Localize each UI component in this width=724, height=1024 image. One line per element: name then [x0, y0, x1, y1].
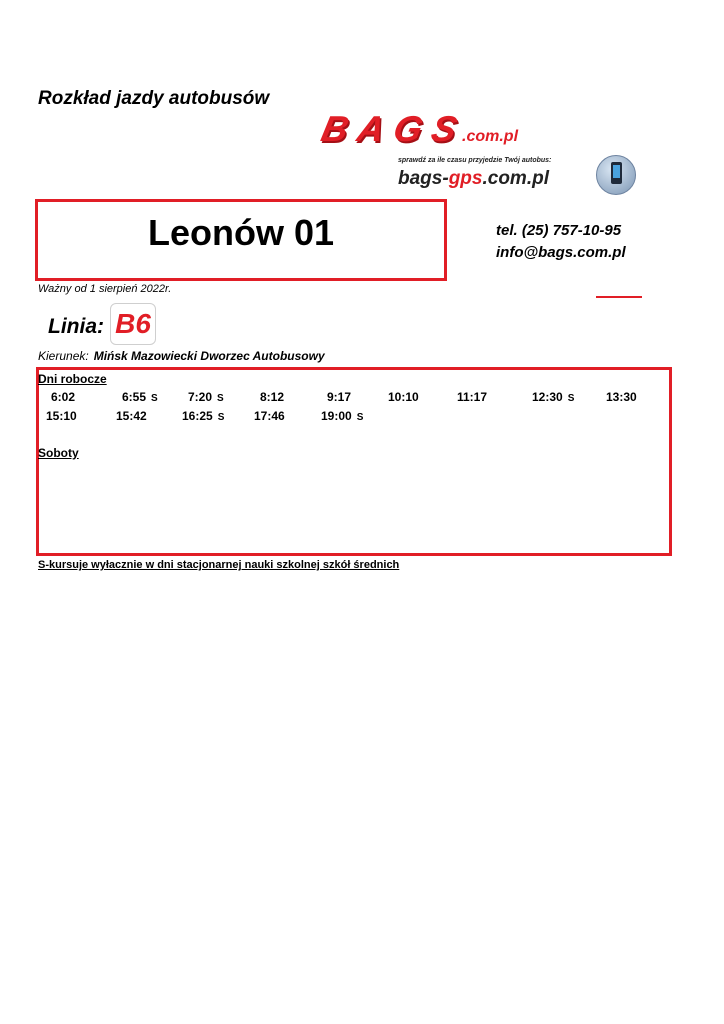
departure: 19:00 S — [321, 409, 364, 423]
contact-phone[interactable]: tel. (25) 757-10-95 — [496, 222, 622, 239]
line-label: Linia: — [48, 315, 104, 338]
divider — [596, 296, 642, 298]
gps-url-part3: .com.pl — [482, 168, 549, 189]
departure: 6:55 S — [122, 390, 158, 404]
departure: 11:17 — [457, 390, 488, 404]
departure: 9:17 — [327, 390, 352, 404]
gps-link[interactable] — [398, 168, 549, 190]
brand-name: BAGS — [317, 108, 471, 149]
gps-url-part1: bags- — [398, 168, 449, 189]
saturdays-title: Soboty — [38, 446, 79, 460]
direction-value: Mińsk Mazowiecki Dworzec Autobusowy — [93, 349, 325, 363]
page-title: Rozkład jazdy autobusów — [38, 88, 270, 109]
direction-label: Kierunek: — [38, 349, 89, 363]
line-number-badge: B6 — [110, 303, 156, 345]
departure: 17:46 — [254, 409, 285, 423]
brand-suffix: .com.pl — [462, 128, 519, 145]
stop-name: Leonów 01 — [147, 212, 335, 253]
gps-note: sprawdź za ile czasu przyjedzie Twój autobus: — [398, 157, 552, 164]
contact-info — [496, 220, 626, 264]
departure: 6:02 — [51, 390, 76, 404]
departure: 13:30 — [606, 390, 637, 404]
contact-email[interactable]: info@bags.com.pl — [496, 244, 626, 261]
direction — [38, 349, 325, 363]
gps-url-part2: gps — [448, 168, 483, 189]
departure: 12:30 S — [532, 390, 575, 404]
departure: 15:42 — [116, 409, 147, 423]
bags-logo — [317, 108, 519, 150]
departure: 7:20 S — [188, 390, 224, 404]
valid-from: Ważny od 1 sierpień 2022r. — [38, 283, 172, 295]
footnote: S-kursuje wyłacznie w dni stacjonarnej nauki szkolnej szkół średnich — [38, 559, 400, 571]
smartphone-icon — [596, 155, 636, 195]
departure: 10:10 — [388, 390, 419, 404]
departure: 8:12 — [260, 390, 285, 404]
weekdays-title: Dni robocze — [38, 372, 107, 386]
departure: 16:25 S — [182, 409, 225, 423]
departure: 15:10 — [46, 409, 77, 423]
